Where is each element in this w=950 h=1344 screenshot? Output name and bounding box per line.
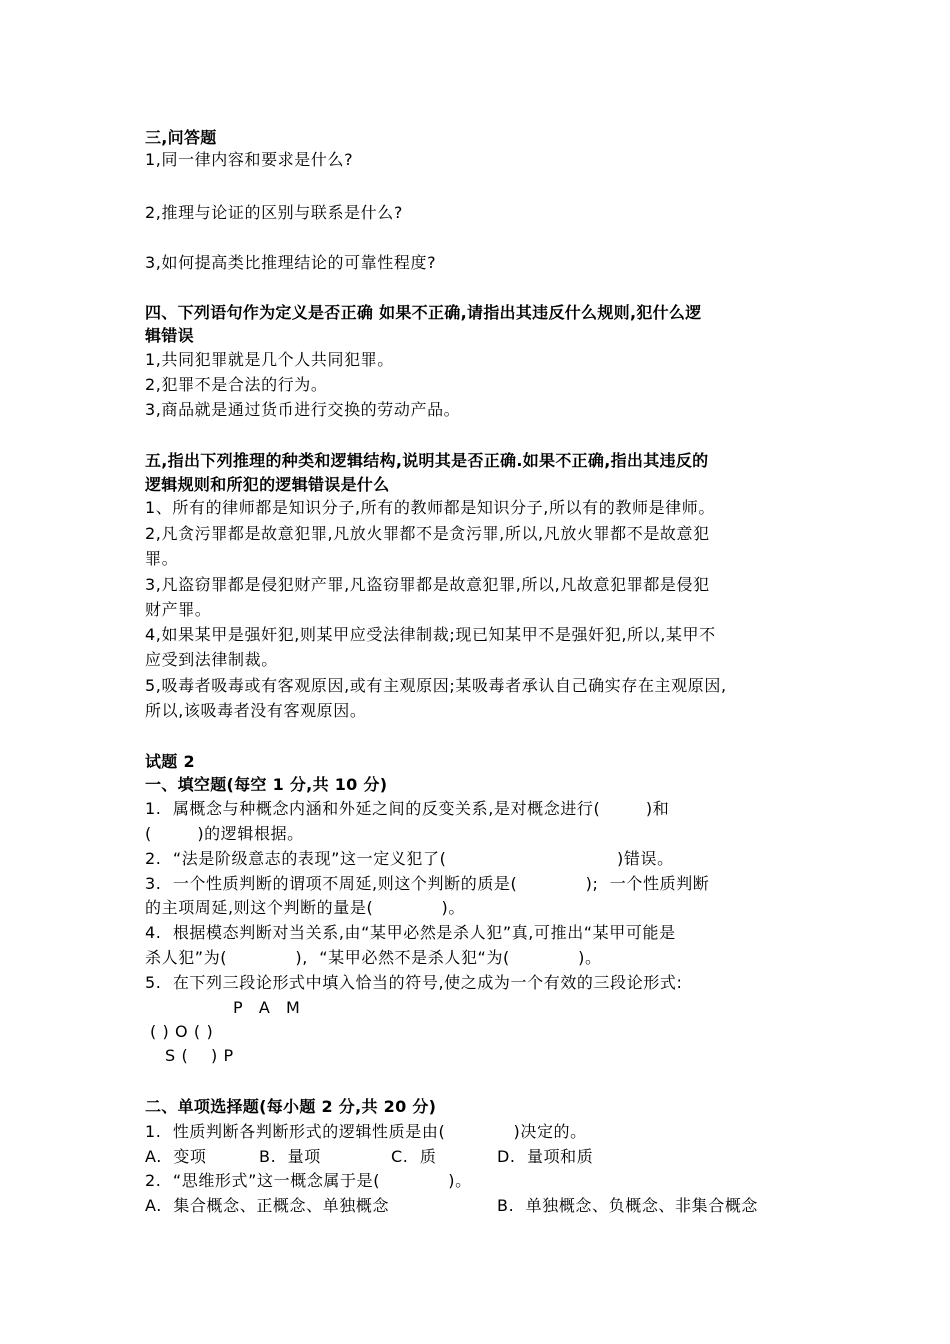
choice-title: 二、单项选择题(每小题 2 分,共 20 分) (145, 1097, 437, 1116)
choice-option: D. 量项和质 (497, 1147, 594, 1166)
question: 2,推理与论证的区别与联系是什么? (145, 203, 403, 222)
section-5-title: 五,指出下列推理的种类和逻辑结构,说明其是否正确.如果不正确,指出其违反的 (145, 451, 709, 470)
test-2-title: 试题 2 (145, 752, 195, 771)
question: 3,凡盗窃罪都是侵犯财产罪,凡盗窃罪都是故意犯罪,所以,凡故意犯罪都是侵犯 (145, 575, 710, 594)
choice-option: B. 单独概念、负概念、非集合概念 (497, 1196, 759, 1215)
question: 2,犯罪不是合法的行为。 (145, 375, 328, 394)
choice-option: A. 变项 (145, 1147, 207, 1166)
syllogism-conclusion: S ( ) P (165, 1046, 234, 1065)
syllogism-major: P A M (233, 998, 302, 1017)
fill-blank-line: ( )的逻辑根据。 (145, 824, 304, 843)
fill-blank-title: 一、填空题(每空 1 分,共 10 分) (145, 775, 388, 794)
question: 1,共同犯罪就是几个人共同犯罪。 (145, 350, 394, 369)
section-4-title: 辑错误 (145, 326, 194, 345)
section-4-title: 四、下列语句作为定义是否正确 如果不正确,请指出其违反什么规则,犯什么逻 (145, 303, 702, 322)
fill-blank-line: 杀人犯”为( ), “某甲必然不是杀人犯“为( )。 (145, 948, 602, 967)
question: 3,如何提高类比推理结论的可靠性程度? (145, 253, 437, 272)
question: 所以,该吸毒者没有客观原因。 (145, 701, 367, 720)
question: 2,凡贪污罪都是故意犯罪,凡放火罪都不是贪污罪,所以,凡放火罪都不是故意犯 (145, 524, 710, 543)
choice-option: C. 质 (391, 1147, 437, 1166)
fill-blank-line: 的主项周延,则这个判断的量是( )。 (145, 898, 466, 917)
choice-question: 1. 性质判断各判断形式的逻辑性质是由( )决定的。 (145, 1122, 587, 1141)
section-5-title: 逻辑规则和所犯的逻辑错误是什么 (145, 475, 390, 494)
fill-blank-line: 3. 一个性质判断的谓项不周延,则这个判断的质是( ); 一个性质判断 (145, 874, 710, 893)
question: 3,商品就是通过货币进行交换的劳动产品。 (145, 400, 461, 419)
choice-question: 2. “思维形式”这一概念属于是( )。 (145, 1171, 472, 1190)
fill-blank-line: 1. 属概念与种概念内涵和外延之间的反变关系,是对概念进行( )和 (145, 799, 670, 818)
question: 5,吸毒者吸毒或有客观原因,或有主观原因;某吸毒者承认自己确实存在主观原因, (145, 676, 727, 695)
question: 罪。 (145, 549, 179, 568)
fill-blank-line: 2. “法是阶级意志的表现”这一定义犯了( )错误。 (145, 849, 674, 868)
question: 4,如果某甲是强奸犯,则某甲应受法律制裁;现已知某甲不是强奸犯,所以,某甲不 (145, 625, 716, 644)
fill-blank-line: 4. 根据模态判断对当关系,由“某甲必然是杀人犯”真,可推出“某甲可能是 (145, 923, 676, 942)
question: 应受到法律制裁。 (145, 650, 278, 669)
choice-option: A. 集合概念、正概念、单独概念 (145, 1196, 390, 1215)
choice-option: B. 量项 (259, 1147, 321, 1166)
question: 财产罪。 (145, 600, 212, 619)
syllogism-minor: ( ) O ( ) (150, 1022, 214, 1041)
fill-blank-line: 5. 在下列三段论形式中填入恰当的符号,使之成为一个有效的三段论形式: (145, 973, 683, 992)
question: 1,同一律内容和要求是什么? (145, 150, 354, 169)
question: 1、所有的律师都是知识分子,所有的教师都是知识分子,所以有的教师是律师。 (145, 498, 715, 517)
section-3-title: 三,问答题 (145, 128, 217, 147)
